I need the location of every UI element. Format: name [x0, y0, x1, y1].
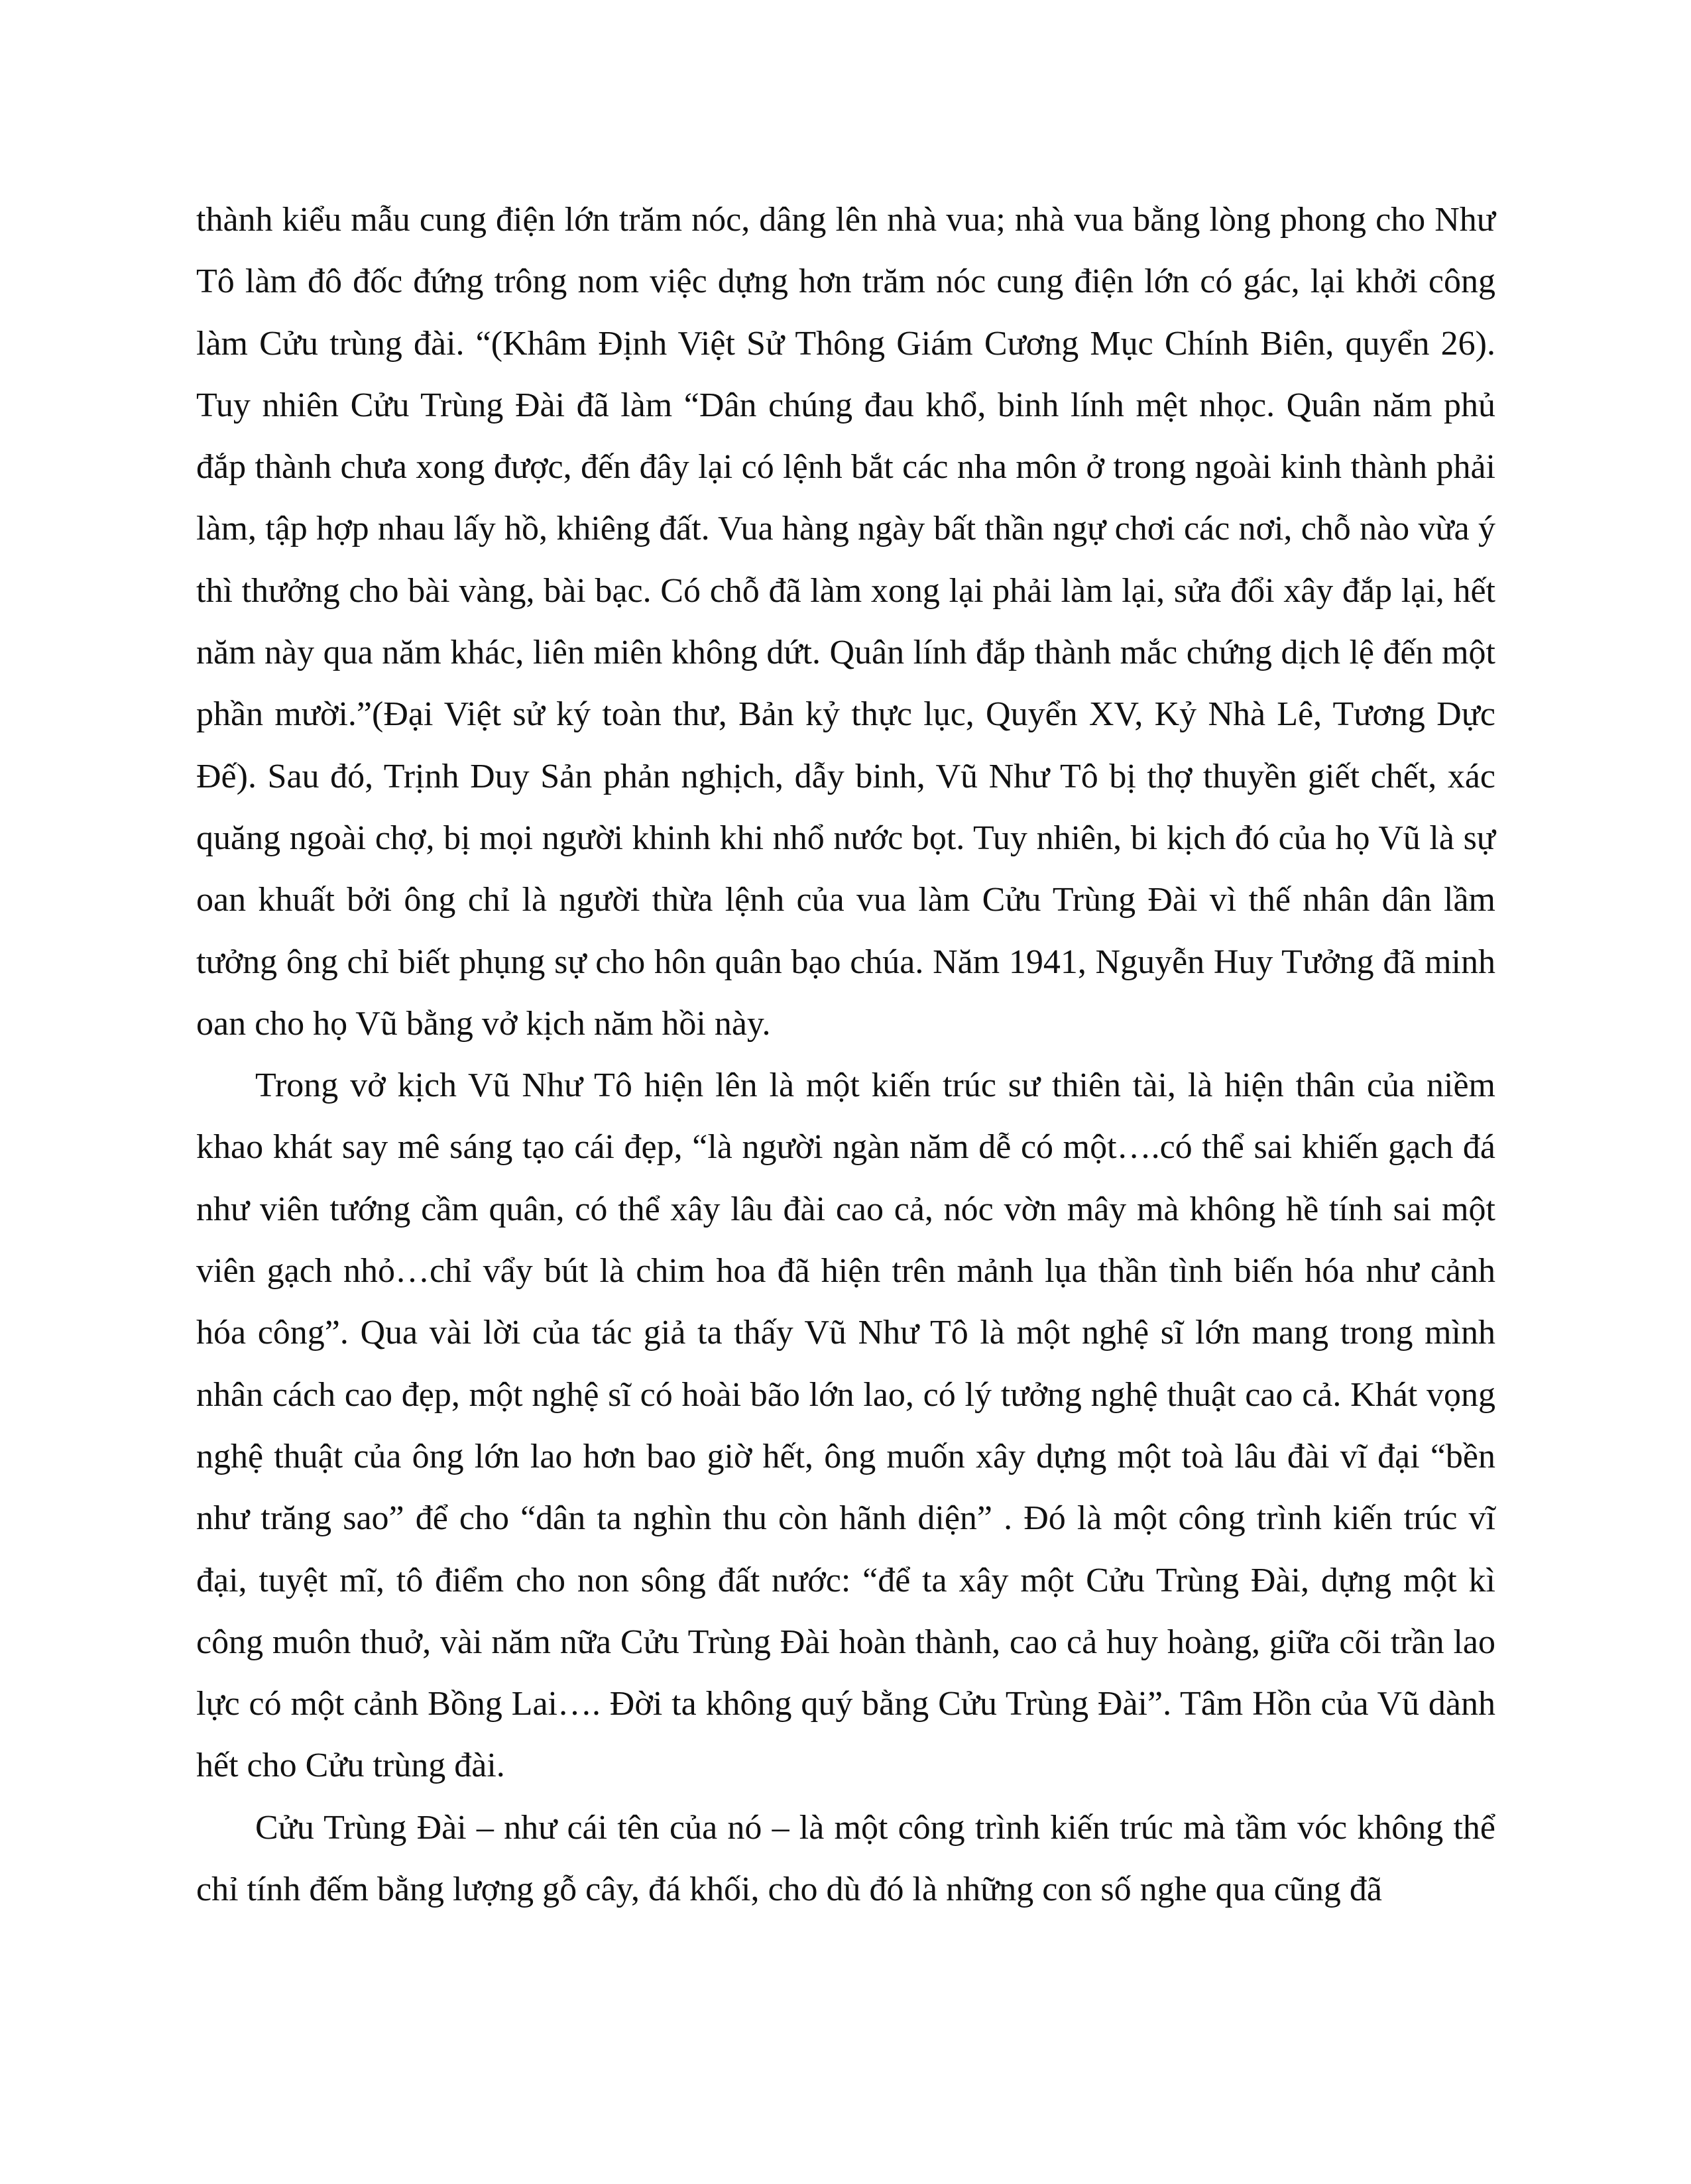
paragraph-continuation: thành kiểu mẫu cung điện lớn trăm nóc, dâng lên nhà vua; nhà vua bằng lòng phong cho Như Tô làm đô đốc đứng trông nom việc dựng hơn trăm nóc cung điện lớn có gác, lại khởi công làm Cửu trùng đài. “(Khâm Định Việt Sử Thông Giám Cương Mục Chính Biên, quyển 26). Tuy nhiên Cửu Trùng Đài đã làm “Dân chúng đau khổ, binh lính mệt nhọc. Quân năm phủ đắp thành chưa xong được, đến đây lại có lệnh bắt các nha môn ở trong ngoài kinh thành phải làm, tập hợp nhau lấy hồ, khiêng đất. Vua hàng ngày bất thần ngự chơi các nơi, chỗ nào vừa ý thì thưởng cho bài vàng, bài bạc. Có chỗ đã làm xong lại phải làm lại, sửa đổi xây đắp lại, hết năm này qua năm khác, liên miên không dứt. Quân lính đắp thành mắc chứng dịch lệ đến một phần mười.”(Đại Việt sử ký toàn thư, Bản kỷ thực lục, Quyển XV, Kỷ Nhà Lê, Tương Dực Đế). Sau đó, Trịnh Duy Sản phản nghịch, dẫy binh, Vũ Như Tô bị thợ thuyền giết chết, xác quăng ngoài chợ, bị mọi người khinh khi nhổ nước bọt. Tuy nhiên, bi kịch đó của họ Vũ là sự oan khuất bởi ông chỉ là người thừa lệnh của vua làm Cửu Trùng Đài vì thế nhân dân lầm tưởng ông chỉ biết phụng sự cho hôn quân bạo chúa. Năm 1941, Nguyễn Huy Tưởng đã minh oan cho họ Vũ bằng vở kịch năm hồi này. — [196, 201, 1495, 1043]
paragraph-cuu-trung-dai: Cửu Trùng Đài – như cái tên của nó – là một công trình kiến trúc mà tầm vóc không thể chỉ tính đếm bằng lượng gỗ cây, đá khối, cho dù đó là những con số nghe qua cũng đã — [196, 1808, 1495, 1909]
body-text — [196, 189, 1495, 1920]
paragraph-vu-nhu-to: Trong vở kịch Vũ Như Tô hiện lên là một kiến trúc sư thiên tài, là hiện thân của niềm khao khát say mê sáng tạo cái đẹp, “là người ngàn năm dễ có một….có thể sai khiến gạch đá như viên tướng cầm quân, có thể xây lâu đài cao cả, nóc vờn mây mà không hề tính sai một viên gạch nhỏ…chỉ vẩy bút là chim hoa đã hiện trên mảnh lụa thần tình biến hóa như cảnh hóa công”. Qua vài lời của tác giả ta thấy Vũ Như Tô là một nghệ sĩ lớn mang trong mình nhân cách cao đẹp, một nghệ sĩ có hoài bão lớn lao, có lý tưởng nghệ thuật cao cả. Khát vọng nghệ thuật của ông lớn lao hơn bao giờ hết, ông muốn xây dựng một toà lâu đài vĩ đại “bền như trăng sao” để cho “dân ta nghìn thu còn hãnh diện” . Đó là một công trình kiến trúc vĩ đại, tuyệt mĩ, tô điểm cho non sông đất nước: “để ta xây một Cửu Trùng Đài, dựng một kì công muôn thuở, vài năm nữa Cửu Trùng Đài hoàn thành, cao cả huy hoàng, giữa cõi trần lao lực có một cảnh Bồng Lai…. Đời ta không quý bằng Cửu Trùng Đài”. Tâm Hồn của Vũ dành hết cho Cửu trùng đài. — [196, 1066, 1495, 1785]
